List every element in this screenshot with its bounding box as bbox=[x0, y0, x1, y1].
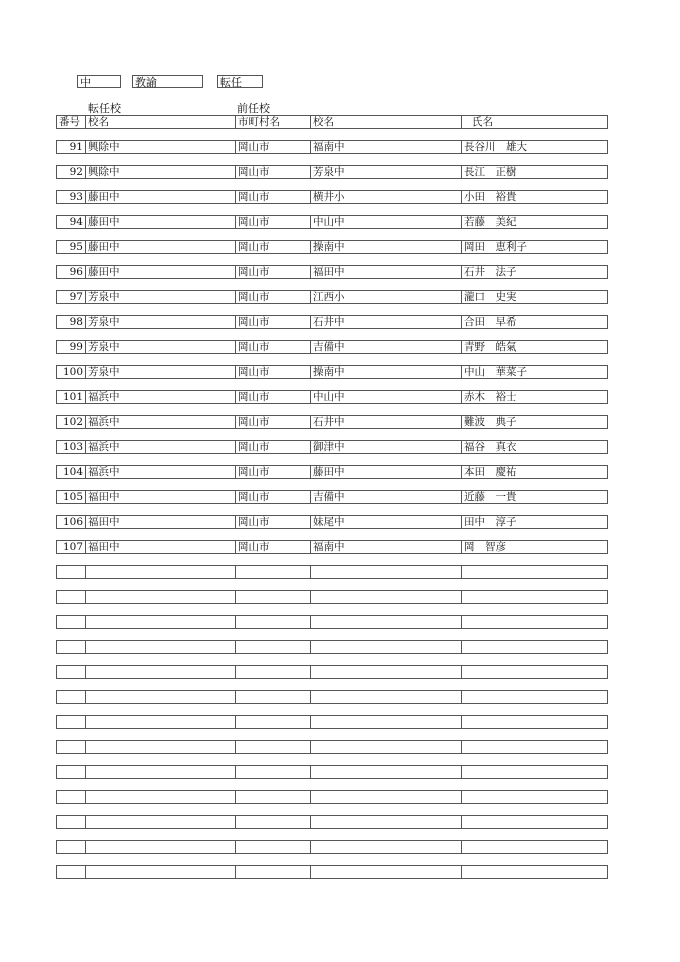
row-spacer bbox=[56, 329, 608, 340]
row-spacer-cell bbox=[56, 779, 608, 790]
empty-table-row bbox=[56, 765, 608, 779]
row-spacer bbox=[56, 779, 608, 790]
empty-cell bbox=[310, 765, 461, 779]
row-spacer bbox=[56, 754, 608, 765]
row-spacer bbox=[56, 729, 608, 740]
empty-cell bbox=[85, 740, 235, 754]
row-spacer bbox=[56, 854, 608, 865]
row-spacer bbox=[56, 704, 608, 715]
row-spacer-cell bbox=[56, 479, 608, 490]
cell-city: 岡山市 bbox=[235, 515, 310, 529]
cell-name: 小田 裕貴 bbox=[461, 190, 608, 204]
empty-table-row bbox=[56, 790, 608, 804]
cell-prev-school: 御津中 bbox=[310, 440, 461, 454]
row-spacer-cell bbox=[56, 504, 608, 515]
cell-city: 岡山市 bbox=[235, 415, 310, 429]
cell-name: 田中 淳子 bbox=[461, 515, 608, 529]
empty-cell bbox=[461, 715, 608, 729]
empty-cell bbox=[310, 790, 461, 804]
empty-cell bbox=[235, 715, 310, 729]
empty-cell bbox=[56, 665, 85, 679]
cell-city: 岡山市 bbox=[235, 390, 310, 404]
table-row bbox=[56, 540, 608, 554]
cell-number: 91 bbox=[56, 140, 85, 154]
row-spacer bbox=[56, 579, 608, 590]
cell-prev-school: 石井中 bbox=[310, 315, 461, 329]
header-school: 校名 bbox=[85, 115, 235, 129]
table-row bbox=[56, 440, 608, 454]
cell-name: 長江 正樹 bbox=[461, 165, 608, 179]
row-spacer-cell bbox=[56, 729, 608, 740]
row-spacer bbox=[56, 804, 608, 815]
empty-table-row bbox=[56, 740, 608, 754]
row-spacer-cell bbox=[56, 554, 608, 565]
cell-school: 福田中 bbox=[85, 515, 235, 529]
table-row bbox=[56, 240, 608, 254]
cell-name: 本田 慶祐 bbox=[461, 465, 608, 479]
row-spacer bbox=[56, 679, 608, 690]
cell-city: 岡山市 bbox=[235, 240, 310, 254]
table-row bbox=[56, 190, 608, 204]
empty-cell bbox=[85, 765, 235, 779]
cell-name: 近藤 一貴 bbox=[461, 490, 608, 504]
cell-school: 福田中 bbox=[85, 490, 235, 504]
empty-table-row bbox=[56, 640, 608, 654]
row-spacer-cell bbox=[56, 379, 608, 390]
cell-school: 芳泉中 bbox=[85, 365, 235, 379]
header-number: 番号 bbox=[56, 115, 85, 129]
cell-city: 岡山市 bbox=[235, 365, 310, 379]
cell-number: 107 bbox=[56, 540, 85, 554]
empty-cell bbox=[461, 590, 608, 604]
empty-cell bbox=[85, 590, 235, 604]
cell-number: 99 bbox=[56, 340, 85, 354]
row-spacer bbox=[56, 654, 608, 665]
position-box: 教諭 bbox=[132, 75, 203, 88]
header-prev-school: 校名 bbox=[310, 115, 461, 129]
header-name: 氏名 bbox=[461, 115, 608, 129]
cell-prev-school: 中山中 bbox=[310, 215, 461, 229]
cell-number: 102 bbox=[56, 415, 85, 429]
row-spacer bbox=[56, 454, 608, 465]
row-spacer bbox=[56, 229, 608, 240]
empty-cell bbox=[310, 840, 461, 854]
table-row bbox=[56, 390, 608, 404]
empty-cell bbox=[85, 815, 235, 829]
empty-cell bbox=[235, 615, 310, 629]
empty-cell bbox=[235, 740, 310, 754]
empty-cell bbox=[235, 815, 310, 829]
row-spacer-cell bbox=[56, 254, 608, 265]
row-spacer bbox=[56, 404, 608, 415]
cell-name: 瀧口 史実 bbox=[461, 290, 608, 304]
empty-cell bbox=[56, 590, 85, 604]
cell-number: 101 bbox=[56, 390, 85, 404]
row-spacer bbox=[56, 254, 608, 265]
cell-number: 92 bbox=[56, 165, 85, 179]
cell-number: 93 bbox=[56, 190, 85, 204]
row-spacer bbox=[56, 154, 608, 165]
cell-school: 福浜中 bbox=[85, 390, 235, 404]
row-spacer bbox=[56, 504, 608, 515]
empty-table-row bbox=[56, 815, 608, 829]
empty-cell bbox=[461, 615, 608, 629]
empty-cell bbox=[56, 565, 85, 579]
empty-table-row bbox=[56, 565, 608, 579]
cell-prev-school: 福南中 bbox=[310, 540, 461, 554]
cell-prev-school: 福南中 bbox=[310, 140, 461, 154]
empty-cell bbox=[461, 690, 608, 704]
empty-cell bbox=[310, 815, 461, 829]
empty-cell bbox=[235, 865, 310, 879]
table-row bbox=[56, 515, 608, 529]
cell-number: 98 bbox=[56, 315, 85, 329]
cell-city: 岡山市 bbox=[235, 440, 310, 454]
empty-cell bbox=[461, 765, 608, 779]
empty-cell bbox=[56, 815, 85, 829]
row-spacer-cell bbox=[56, 854, 608, 865]
empty-table-row bbox=[56, 665, 608, 679]
empty-cell bbox=[310, 740, 461, 754]
empty-cell bbox=[310, 590, 461, 604]
empty-cell bbox=[85, 615, 235, 629]
cell-name: 石井 法子 bbox=[461, 265, 608, 279]
empty-cell bbox=[461, 865, 608, 879]
row-spacer-cell bbox=[56, 604, 608, 615]
cell-prev-school: 福田中 bbox=[310, 265, 461, 279]
table-row bbox=[56, 215, 608, 229]
cell-school: 芳泉中 bbox=[85, 290, 235, 304]
empty-cell bbox=[85, 715, 235, 729]
empty-table-row bbox=[56, 590, 608, 604]
row-spacer-cell bbox=[56, 129, 608, 140]
row-spacer-cell bbox=[56, 329, 608, 340]
empty-cell bbox=[56, 690, 85, 704]
empty-table-row bbox=[56, 840, 608, 854]
row-spacer bbox=[56, 554, 608, 565]
cell-prev-school: 操南中 bbox=[310, 365, 461, 379]
cell-city: 岡山市 bbox=[235, 465, 310, 479]
row-spacer-cell bbox=[56, 454, 608, 465]
row-spacer-cell bbox=[56, 629, 608, 640]
cell-number: 100 bbox=[56, 365, 85, 379]
cell-prev-school: 石井中 bbox=[310, 415, 461, 429]
cell-school: 芳泉中 bbox=[85, 340, 235, 354]
cell-number: 97 bbox=[56, 290, 85, 304]
cell-city: 岡山市 bbox=[235, 190, 310, 204]
row-spacer-cell bbox=[56, 304, 608, 315]
transfer-status-box: 転任 bbox=[217, 75, 263, 88]
cell-number: 104 bbox=[56, 465, 85, 479]
row-spacer bbox=[56, 479, 608, 490]
cell-city: 岡山市 bbox=[235, 265, 310, 279]
row-spacer-cell bbox=[56, 179, 608, 190]
empty-cell bbox=[56, 790, 85, 804]
row-spacer-cell bbox=[56, 829, 608, 840]
empty-table-row bbox=[56, 615, 608, 629]
row-spacer-cell bbox=[56, 804, 608, 815]
table-row bbox=[56, 340, 608, 354]
empty-cell bbox=[56, 740, 85, 754]
cell-name: 合田 早希 bbox=[461, 315, 608, 329]
row-spacer bbox=[56, 629, 608, 640]
row-spacer bbox=[56, 204, 608, 215]
cell-number: 106 bbox=[56, 515, 85, 529]
row-spacer-cell bbox=[56, 754, 608, 765]
table-row bbox=[56, 415, 608, 429]
empty-cell bbox=[235, 565, 310, 579]
empty-cell bbox=[85, 640, 235, 654]
table-header-row bbox=[56, 115, 608, 129]
cell-school: 藤田中 bbox=[85, 240, 235, 254]
cell-city: 岡山市 bbox=[235, 490, 310, 504]
cell-school: 興除中 bbox=[85, 165, 235, 179]
cell-school: 藤田中 bbox=[85, 215, 235, 229]
cell-school: 藤田中 bbox=[85, 190, 235, 204]
cell-number: 103 bbox=[56, 440, 85, 454]
cell-prev-school: 吉備中 bbox=[310, 490, 461, 504]
table-row bbox=[56, 490, 608, 504]
cell-name: 青野 皓氣 bbox=[461, 340, 608, 354]
header-city: 市町村名 bbox=[235, 115, 310, 129]
cell-name: 中山 華菜子 bbox=[461, 365, 608, 379]
row-spacer-cell bbox=[56, 429, 608, 440]
cell-prev-school: 藤田中 bbox=[310, 465, 461, 479]
table-row bbox=[56, 465, 608, 479]
school-level-box: 中 bbox=[77, 75, 121, 88]
row-spacer-cell bbox=[56, 654, 608, 665]
cell-number: 94 bbox=[56, 215, 85, 229]
row-spacer bbox=[56, 354, 608, 365]
cell-name: 岡 智彦 bbox=[461, 540, 608, 554]
empty-cell bbox=[461, 740, 608, 754]
empty-cell bbox=[85, 690, 235, 704]
empty-cell bbox=[235, 790, 310, 804]
empty-cell bbox=[56, 840, 85, 854]
row-spacer bbox=[56, 429, 608, 440]
empty-cell bbox=[85, 865, 235, 879]
empty-cell bbox=[310, 615, 461, 629]
previous-school-label: 前任校 bbox=[237, 102, 270, 115]
cell-school: 藤田中 bbox=[85, 265, 235, 279]
cell-city: 岡山市 bbox=[235, 340, 310, 354]
row-spacer-cell bbox=[56, 704, 608, 715]
empty-cell bbox=[461, 790, 608, 804]
table-row bbox=[56, 265, 608, 279]
row-spacer-cell bbox=[56, 154, 608, 165]
empty-cell bbox=[310, 865, 461, 879]
empty-cell bbox=[235, 765, 310, 779]
table-row bbox=[56, 315, 608, 329]
row-spacer bbox=[56, 829, 608, 840]
transfer-school-label: 転任校 bbox=[88, 102, 121, 115]
cell-city: 岡山市 bbox=[235, 140, 310, 154]
cell-name: 福谷 真衣 bbox=[461, 440, 608, 454]
empty-table-row bbox=[56, 715, 608, 729]
cell-name: 岡田 恵利子 bbox=[461, 240, 608, 254]
row-spacer bbox=[56, 304, 608, 315]
cell-name: 若藤 美紀 bbox=[461, 215, 608, 229]
cell-school: 興除中 bbox=[85, 140, 235, 154]
cell-prev-school: 吉備中 bbox=[310, 340, 461, 354]
empty-cell bbox=[85, 565, 235, 579]
row-spacer-cell bbox=[56, 354, 608, 365]
row-spacer-cell bbox=[56, 229, 608, 240]
empty-cell bbox=[56, 765, 85, 779]
row-spacer bbox=[56, 379, 608, 390]
row-spacer-cell bbox=[56, 679, 608, 690]
row-spacer bbox=[56, 279, 608, 290]
cell-school: 芳泉中 bbox=[85, 315, 235, 329]
cell-prev-school: 妹尾中 bbox=[310, 515, 461, 529]
cell-school: 福浜中 bbox=[85, 440, 235, 454]
empty-cell bbox=[461, 840, 608, 854]
empty-table-row bbox=[56, 865, 608, 879]
empty-cell bbox=[461, 565, 608, 579]
cell-number: 95 bbox=[56, 240, 85, 254]
empty-cell bbox=[85, 790, 235, 804]
cell-city: 岡山市 bbox=[235, 165, 310, 179]
row-spacer-cell bbox=[56, 404, 608, 415]
cell-city: 岡山市 bbox=[235, 540, 310, 554]
row-spacer bbox=[56, 529, 608, 540]
cell-prev-school: 江西小 bbox=[310, 290, 461, 304]
empty-cell bbox=[235, 640, 310, 654]
table-row bbox=[56, 365, 608, 379]
cell-number: 96 bbox=[56, 265, 85, 279]
empty-cell bbox=[85, 840, 235, 854]
row-spacer-cell bbox=[56, 579, 608, 590]
table-row bbox=[56, 290, 608, 304]
empty-cell bbox=[461, 815, 608, 829]
row-spacer-cell bbox=[56, 279, 608, 290]
cell-number: 105 bbox=[56, 490, 85, 504]
table-row bbox=[56, 165, 608, 179]
transfer-roster-table bbox=[56, 115, 608, 879]
empty-cell bbox=[235, 840, 310, 854]
empty-cell bbox=[310, 565, 461, 579]
row-spacer-cell bbox=[56, 529, 608, 540]
cell-prev-school: 中山中 bbox=[310, 390, 461, 404]
cell-name: 赤木 裕士 bbox=[461, 390, 608, 404]
table-row bbox=[56, 140, 608, 154]
empty-cell bbox=[235, 665, 310, 679]
empty-cell bbox=[235, 690, 310, 704]
empty-cell bbox=[310, 665, 461, 679]
empty-cell bbox=[461, 665, 608, 679]
empty-cell bbox=[56, 640, 85, 654]
row-spacer bbox=[56, 129, 608, 140]
empty-cell bbox=[310, 715, 461, 729]
cell-school: 福田中 bbox=[85, 540, 235, 554]
empty-cell bbox=[310, 690, 461, 704]
empty-cell bbox=[310, 640, 461, 654]
cell-prev-school: 横井小 bbox=[310, 190, 461, 204]
cell-city: 岡山市 bbox=[235, 290, 310, 304]
empty-table-row bbox=[56, 690, 608, 704]
empty-cell bbox=[85, 665, 235, 679]
row-spacer-cell bbox=[56, 204, 608, 215]
row-spacer bbox=[56, 604, 608, 615]
cell-name: 難波 典子 bbox=[461, 415, 608, 429]
cell-city: 岡山市 bbox=[235, 315, 310, 329]
empty-cell bbox=[56, 865, 85, 879]
cell-school: 福浜中 bbox=[85, 465, 235, 479]
cell-prev-school: 操南中 bbox=[310, 240, 461, 254]
cell-city: 岡山市 bbox=[235, 215, 310, 229]
cell-school: 福浜中 bbox=[85, 415, 235, 429]
cell-prev-school: 芳泉中 bbox=[310, 165, 461, 179]
empty-cell bbox=[235, 590, 310, 604]
row-spacer bbox=[56, 179, 608, 190]
empty-cell bbox=[461, 640, 608, 654]
empty-cell bbox=[56, 615, 85, 629]
empty-cell bbox=[56, 715, 85, 729]
cell-name: 長谷川 雄大 bbox=[461, 140, 608, 154]
